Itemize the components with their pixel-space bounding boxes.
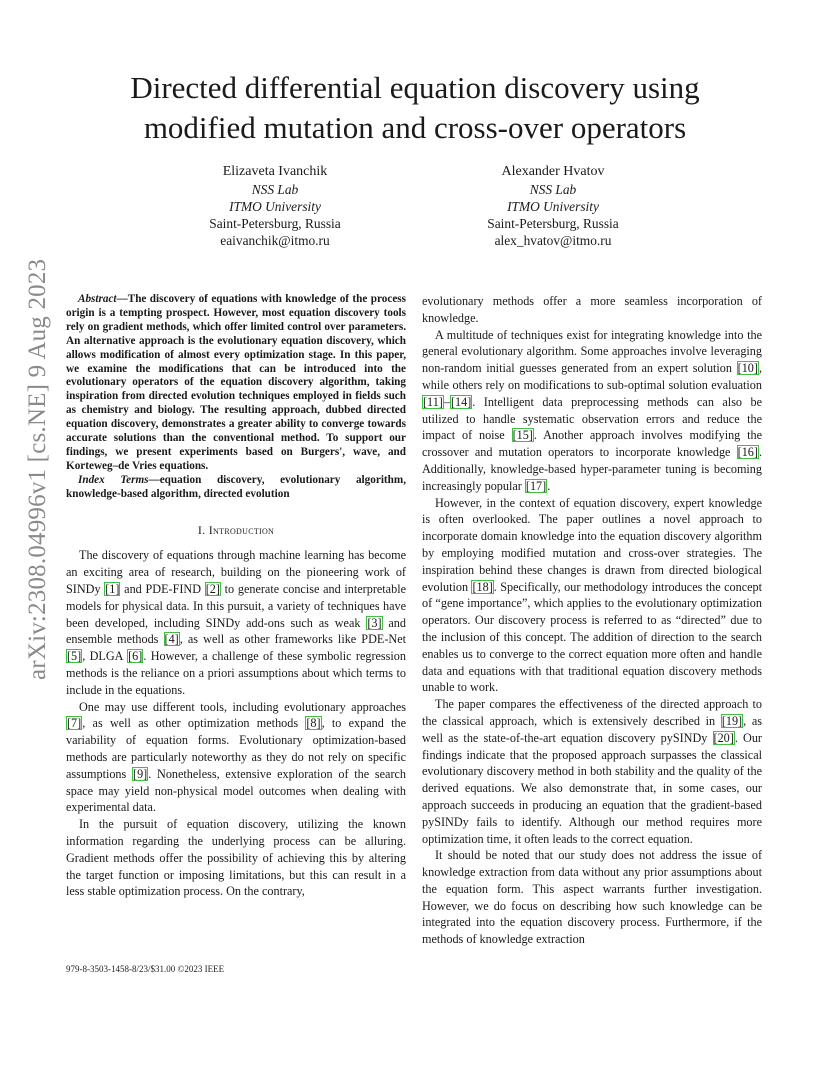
citation-link[interactable]: [9] xyxy=(133,766,148,781)
author-block-2 xyxy=(443,163,663,249)
section-heading-introduction xyxy=(66,522,406,539)
paragraph: A multitude of techniques exist for integrating knowledge into the general evolutionary algorithm. Some approaches involve leveraging non-random initial guesses generated from an expert solution [10], while others rely on modifications to sub-optimal solution evaluation [11]–[14]. Intelligent data preprocessing methods can also be utilized to handle systematic observation errors and reduce the impact of noise [15]. Another approach involves modifying the crossover and mutation operators to incorporate knowledge [16]. Additionally, knowledge-based hyper-parameter tuning is becoming increasingly popular [17]. xyxy=(422,327,762,493)
section-numeral: I. xyxy=(197,522,206,537)
author-university: ITMO University xyxy=(507,199,599,214)
citation-link[interactable]: [15] xyxy=(512,428,533,443)
paragraph: The discovery of equations through machine learning has become an exciting area of research, building on the pioneering work of SINDy [1] and PDE-FIND [2] to generate concise and interpretable models for physical data. In this pursuit, a variety of techniques have been developed, including SINDy add-ons such as weak [3] and ensemble methods [4], as well as other frameworks like PDE-Net [5], DLGA [6]. However, a challenge of these symbolic regression methods is the reliance on a priori assumptions about which terms to include in the equations. xyxy=(66,548,406,697)
title-line-1: Directed differential equation discovery using xyxy=(130,70,700,105)
citation-link[interactable]: [1] xyxy=(105,581,120,596)
paragraph: However, in the context of equation discovery, expert knowledge is often overlooked. The paper outlines a novel approach to incorporate domain knowledge into the equation discovery algorithm by employing modified mutation and cross-over strategies. The inspiration behind these changes is drawn from directed biological evolution [18]. Specifically, our methodology introduces the concept of “gene importance”, which applies to the evolutionary optimization operators. Our discovery process is referred to as “directed” due to the inclusion of this concept. The addition of direction to the search enables us to converge to the correct equation more often and handle data and equations with that traditional equation discovery methods unable to work. xyxy=(422,495,762,695)
citation-link[interactable]: [4] xyxy=(164,632,179,647)
author-city: Saint-Petersburg, Russia xyxy=(487,216,619,231)
paper-title xyxy=(90,68,740,148)
paragraph: One may use different tools, including evolutionary approaches [7], as well as other optimization methods [8], to expand the variability of equation forms. Evolutionary optimization-based methods are particularly noteworthy as they do not rely on specific assumptions [9]. Nonetheless, extensive exploration of the search space may yield non-physical model outcomes when dealing with experimental data. xyxy=(66,699,407,815)
author-name: Alexander Hvatov xyxy=(501,164,605,179)
author-city: Saint-Petersburg, Russia xyxy=(209,216,341,231)
author-lab: NSS Lab xyxy=(529,182,577,197)
citation-link[interactable]: [5] xyxy=(67,649,82,664)
index-terms-label: Index Terms xyxy=(78,473,149,486)
citation-link[interactable]: [3] xyxy=(367,615,382,630)
author-name: Elizaveta Ivanchik xyxy=(222,164,328,179)
author-lab: NSS Lab xyxy=(251,182,299,197)
author-block-1 xyxy=(165,163,385,249)
citation-link[interactable]: [18] xyxy=(472,579,493,594)
author-email: eaivanchik@itmo.ru xyxy=(220,233,330,248)
citation-link[interactable]: [19] xyxy=(721,713,743,728)
title-line-2: modified mutation and cross-over operators xyxy=(143,110,687,145)
paragraph: In the pursuit of equation discovery, utilizing the known information regarding the underlying process can be alluring. Gradient methods offer the possibility of achieving this by altering the target function or imposing limitations, but this can result in a less stable optimization process. On the contrary, xyxy=(66,817,406,899)
paragraph: It should be noted that our study does not address the issue of knowledge extraction from data without any prior assumptions about the equation form. This aspect warrants further investigation. However, we do focus on describing how such knowledge can be integrated into the equation discovery process. Furthermore, if the methods of knowledge extraction xyxy=(422,848,762,947)
citation-link[interactable]: [14] xyxy=(450,394,472,409)
abstract-text: —The discovery of equations with knowledge of the process origin is a tempting prospect. However, most equation discovery tools rely on gradient methods, which offer limited control over parameters. An alternative approach is the evolutionary equation discovery, which allows modification of almost every optimization stage. In this paper, we examine the modifications that can be introduced into the evolutionary operators of the equation discovery algorithm, taking inspiration from directed evolution techniques employed in fields such as chemistry and biology. The resulting approach, dubbed directed equation discovery, demonstrates a greater ability to converge towards accurate solutions than the conventional method. To support our findings, we present experiments based on Burgers', wave, and Korteweg–de Vries equations. xyxy=(66,293,406,472)
abstract-label: Abstract xyxy=(78,293,117,305)
citation-link[interactable]: [20] xyxy=(713,730,734,745)
citation-link[interactable]: [7] xyxy=(67,716,82,731)
abstract xyxy=(66,293,406,474)
copyright-footer: 979-8-3503-1458-8/23/$31.00 ©2023 IEEE xyxy=(66,964,225,974)
author-university: ITMO University xyxy=(229,199,321,214)
citation-link[interactable]: [16] xyxy=(737,445,758,460)
paragraph: evolutionary methods offer a more seamless incorporation of knowledge. xyxy=(422,294,762,325)
arxiv-id: arXiv:2308.04996v1 [cs.NE] 9 Aug 2023 xyxy=(24,258,51,680)
author-email: alex_hvatov@itmo.ru xyxy=(494,233,612,248)
index-terms-text: —equation discovery, evolutionary algorithm, knowledge-based algorithm, directed evolution xyxy=(66,473,406,500)
citation-link[interactable]: [2] xyxy=(205,581,220,596)
paragraph: The paper compares the effectiveness of the directed approach to the classical approach, which is extensively described in [19], as well as the state-of-the-art equation discovery pySINDy [20]. Our findings indicate that the proposed approach surpasses the classical evolutionary discovery method in both stability and the quality of the derived equations. We also demonstrate that, in some cases, our approach succeeds in producing an equation that the gradient-based pySINDy fails to identify. Although our method requires more optimization time, it often leads to the correct equation. xyxy=(422,697,762,846)
left-column xyxy=(66,293,406,900)
section-title: Introduction xyxy=(208,522,275,537)
citation-link[interactable]: [11] xyxy=(423,394,443,409)
arxiv-sidebar-stamp xyxy=(20,258,56,680)
right-column xyxy=(422,293,762,948)
citation-link[interactable]: [8] xyxy=(306,716,321,731)
citation-link[interactable]: [6] xyxy=(128,649,143,664)
index-terms xyxy=(66,474,406,502)
citation-link[interactable]: [17] xyxy=(525,478,547,493)
citation-link[interactable]: [10] xyxy=(737,361,758,376)
